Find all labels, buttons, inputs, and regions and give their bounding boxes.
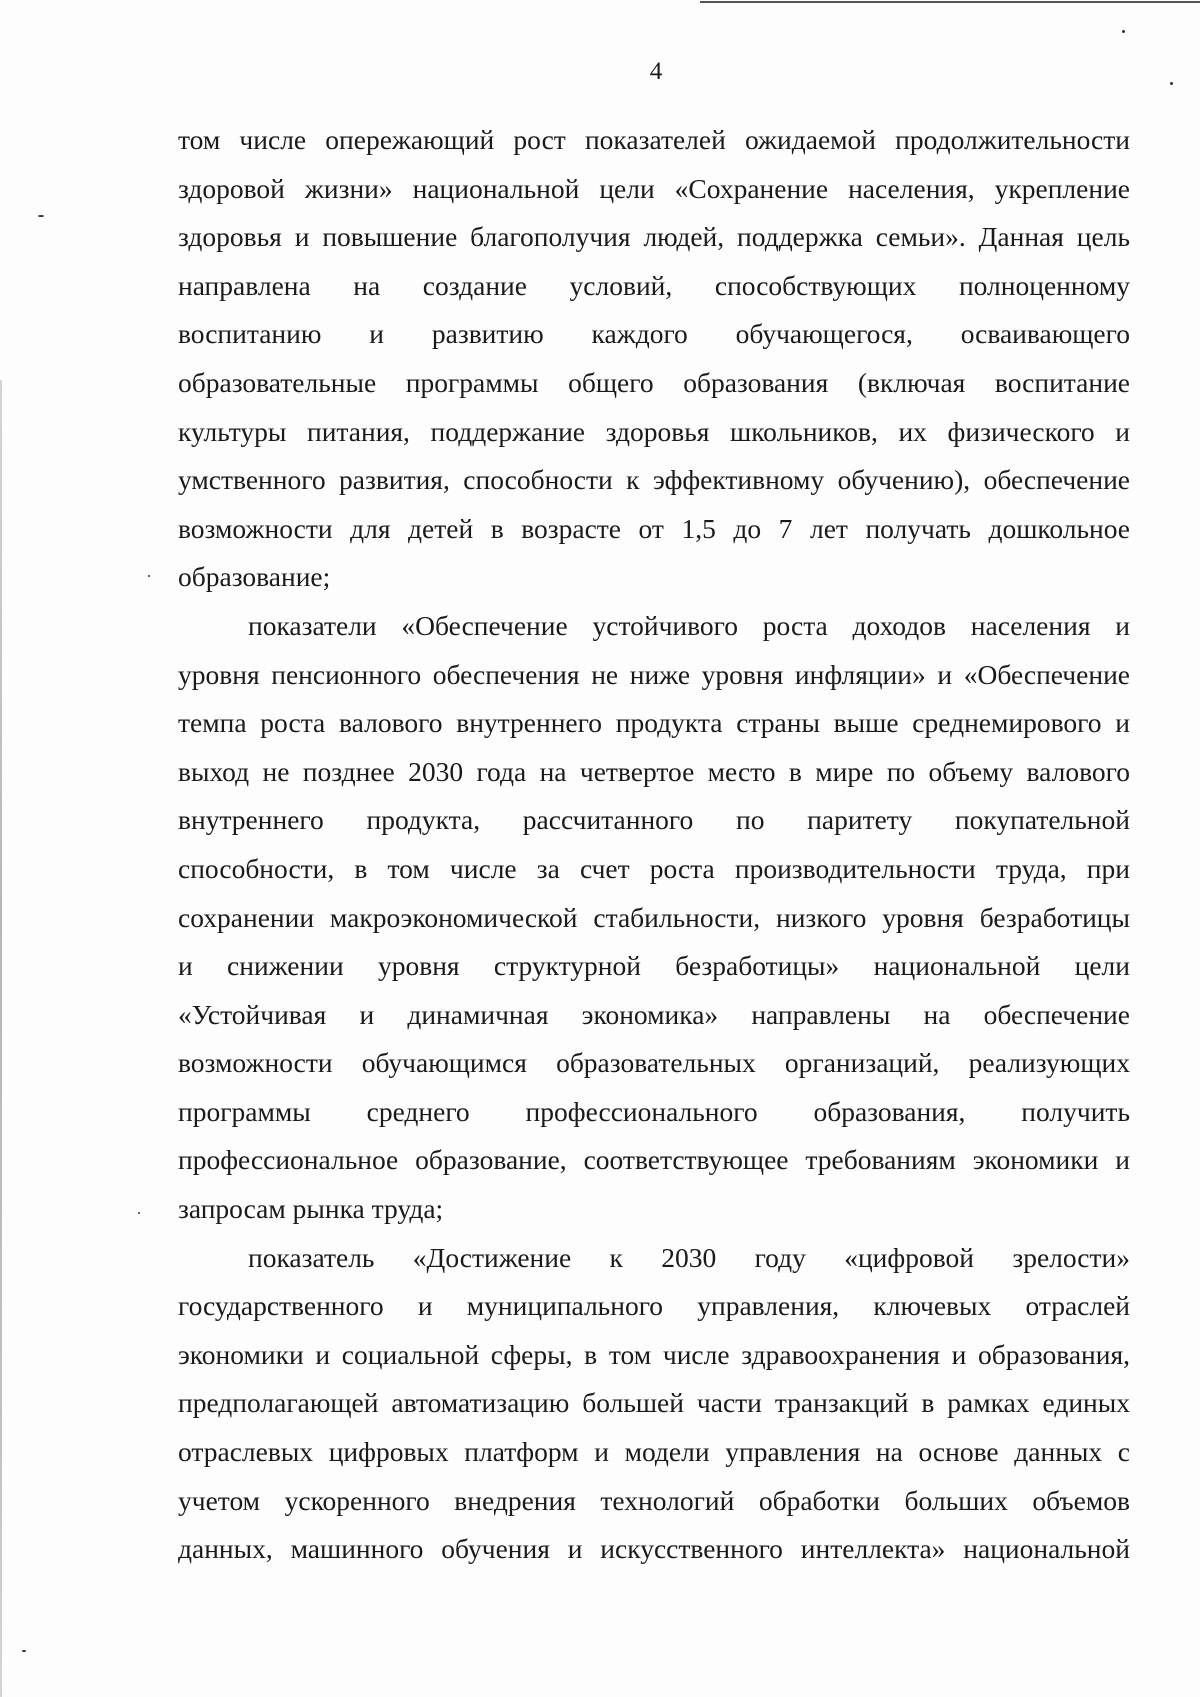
text-line: экономики и социальной сферы, в том числе здравоохранения и образования, [178, 1338, 1130, 1370]
text-line: способности, в том числе за счет роста производительности труда, при [178, 852, 1130, 884]
text-line: образовательные программы общего образования (включая воспитание [178, 366, 1130, 398]
text-line: возможности обучающимся образовательных организаций, реализующих [178, 1047, 1130, 1079]
text-line: культуры питания, поддержание здоровья школьников, их физического и [178, 415, 1130, 447]
text-line: профессиональное образование, соответствующее требованиям экономики и [178, 1144, 1130, 1176]
text-line: внутреннего продукта, рассчитанного по паритету покупательной [178, 804, 1130, 836]
text-line: и снижении уровня структурной безработицы» национальной цели [178, 950, 1130, 982]
top-edge-line [700, 1, 1200, 3]
text-line: здоровья и повышение благополучия людей, поддержка семьи». Данная цель [178, 221, 1130, 253]
text-line: запросам рынка труда; [178, 1193, 444, 1225]
scan-speck [22, 1650, 26, 1652]
document-body [178, 116, 1130, 1574]
text-line: показатели «Обеспечение устойчивого роста доходов населения и [248, 609, 1130, 641]
text-line: сохранении макроэкономической стабильности, низкого уровня безработицы [178, 901, 1130, 933]
text-line: том числе опережающий рост показателей ожидаемой продолжительности [178, 124, 1130, 155]
scan-speck [138, 1212, 140, 1214]
scan-speck [1122, 30, 1125, 33]
scan-speck [148, 575, 150, 577]
text-line: образование; [178, 561, 331, 593]
scan-speck [38, 215, 44, 217]
page-number: 4 [649, 58, 663, 85]
text-line: возможности для детей в возрасте от 1,5 до 7 лет получать дошкольное [178, 512, 1130, 544]
text-line: темпа роста валового внутреннего продукта страны выше среднемирового и [178, 707, 1130, 739]
text-line: государственного и муниципального управления, ключевых отраслей [178, 1290, 1130, 1322]
text-line: воспитанию и развитию каждого обучающегося, осваивающего [178, 318, 1130, 350]
text-line: уровня пенсионного обеспечения не ниже уровня инфляции» и «Обеспечение [178, 658, 1130, 690]
scan-left-edge [0, 380, 2, 1697]
text-line: выход не позднее 2030 года на четвертое место в мире по объему валового [178, 755, 1130, 787]
text-line: здоровой жизни» национальной цели «Сохранение населения, укрепление [178, 172, 1130, 204]
text-line: отраслевых цифровых платформ и модели управления на основе данных с [178, 1436, 1130, 1468]
text-line: учетом ускоренного внедрения технологий обработки больших объемов [178, 1484, 1130, 1516]
text-line: программы среднего профессионального образования, получить [178, 1095, 1130, 1127]
text-line: умственного развития, способности к эффективному обучению), обеспечение [178, 464, 1130, 496]
text-line: «Устойчивая и динамичная экономика» направлены на обеспечение [178, 998, 1130, 1030]
text-line: направлена на создание условий, способствующих полноценному [178, 269, 1130, 301]
text-line: предполагающей автоматизацию большей части транзакций в рамках единых [178, 1387, 1130, 1419]
text-line: данных, машинного обучения и искусственного интеллекта» национальной [178, 1533, 1130, 1565]
text-line: показатель «Достижение к 2030 году «цифровой зрелости» [248, 1241, 1130, 1273]
scan-speck [1170, 82, 1173, 85]
